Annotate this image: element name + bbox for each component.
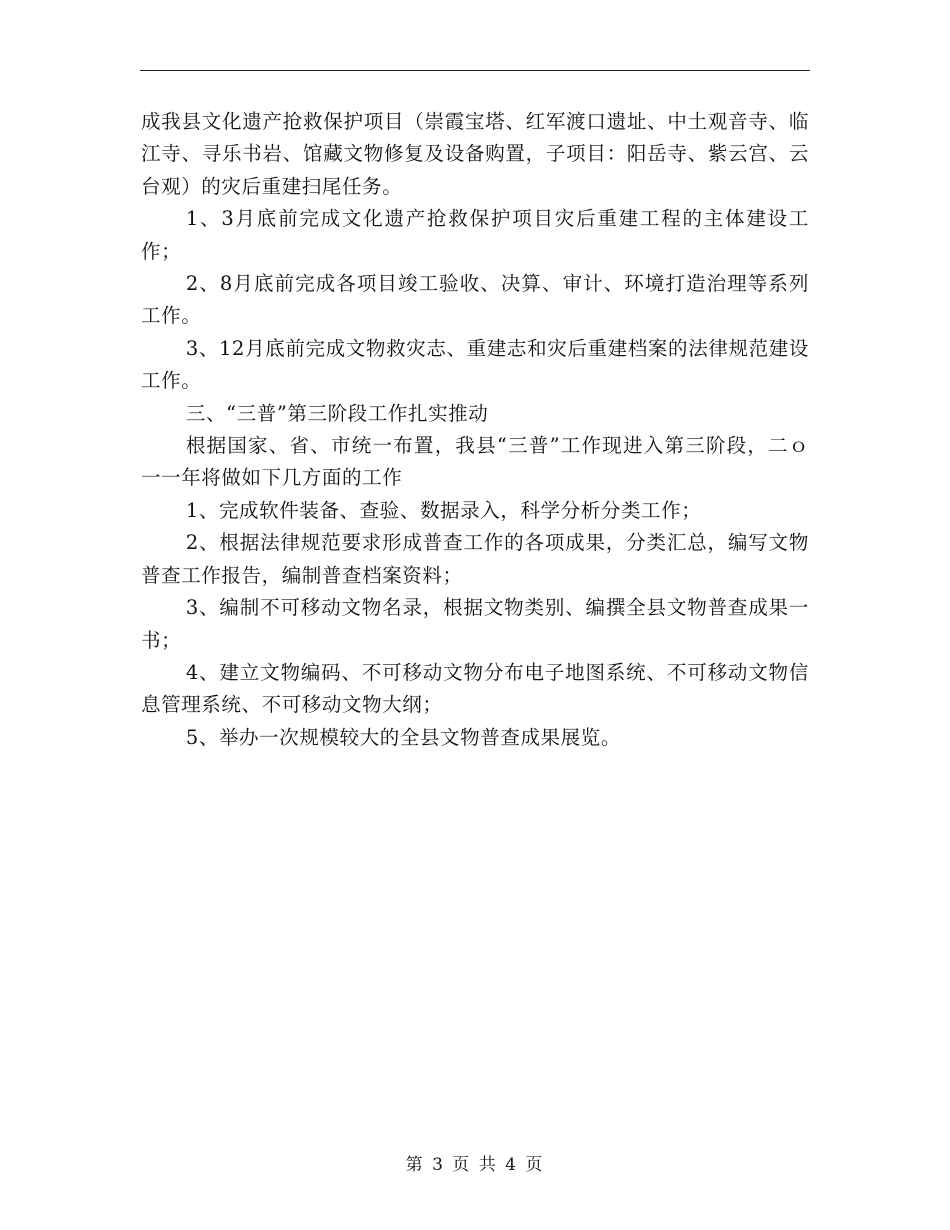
- paragraph-4: 3、12月底前完成文物救灾志、重建志和灾后重建档案的法律规范建设工作。: [141, 336, 809, 393]
- paragraph-10: 4、建立文物编码、不可移动文物分布电子地图系统、不可移动文物信息管理系统、不可移动文物大纲；: [141, 660, 809, 717]
- paragraph-2: 1、3月底前完成文化遗产抢救保护项目灾后重建工程的主体建设工作；: [141, 207, 809, 263]
- section-heading-3: 三、“三普”第三阶段工作扎实推动: [185, 401, 489, 425]
- page-number-footer: 第 3 页 共 4 页: [405, 1155, 545, 1175]
- document-body: [141, 106, 809, 754]
- paragraph-9: 3、编制不可移动文物名录，根据文物类别、编撰全县文物普查成果一书；: [141, 596, 809, 652]
- paragraph-6: 根据国家、省、市统一布置，我县“三普”工作现进入第三阶段，二ｏ一一年将做如下几方面的工作: [141, 434, 809, 490]
- paragraph-1: 成我县文化遗产抢救保护项目（崇霞宝塔、红军渡口遗址、中土观音寺、临江寺、寻乐书岩、馆藏文物修复及设备购置，子项目：阳岳寺、紫云宫、云台观）的灾后重建扫尾任务。: [141, 110, 809, 198]
- paragraph-8: 2、根据法律规范要求形成普查工作的各项成果，分类汇总，编写文物普查工作报告，编制普查档案资料；: [141, 531, 809, 587]
- paragraph-11: 5、举办一次规模较大的全县文物普查成果展览。: [185, 725, 621, 749]
- paragraph-7: 1、完成软件装备、查验、数据录入，科学分析分类工作；: [185, 498, 702, 522]
- header-rule: [140, 70, 810, 71]
- paragraph-3: 2、8月底前完成各项目竣工验收、决算、审计、环境打造治理等系列工作。: [141, 272, 809, 328]
